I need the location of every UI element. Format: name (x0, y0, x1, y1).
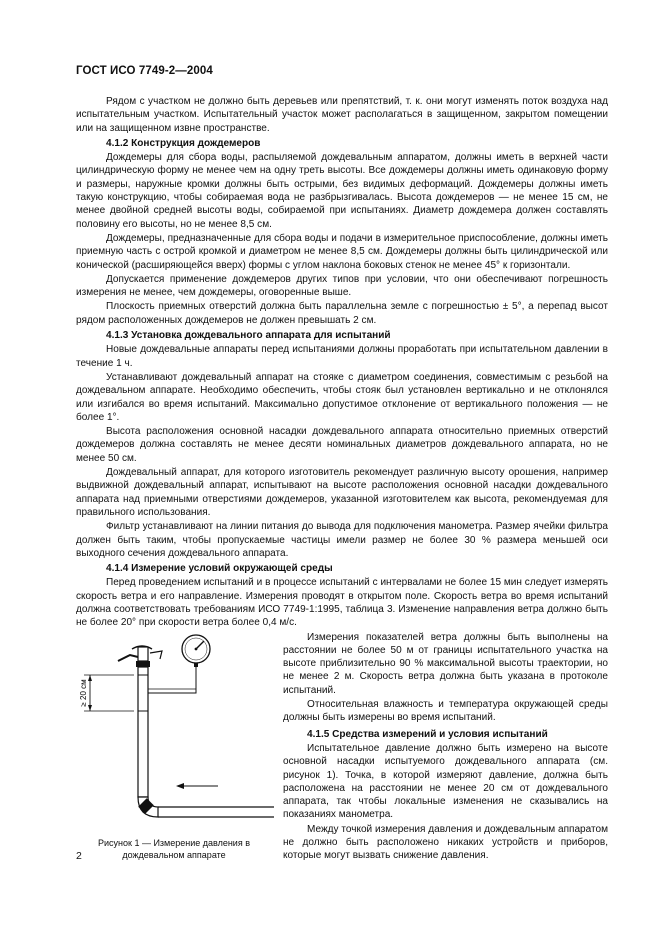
paragraph: Дождевальный аппарат, для которого изготовитель рекомендует различную высоту орошения, например выдвижной дождевальный аппарат, испытывают на высоте расположения основной насадки дождевального аппарата над приемными отверстиями дождемеров, указанной изготовителем как высота, рекомендуемая для правильного использования. (76, 467, 608, 518)
figure-caption-line: дождевальном аппарате (122, 849, 226, 860)
paragraph: Перед проведением испытаний и в процессе испытаний с интервалами не более 15 мин следует измерять скорость ветра и его направление. Измерения проводят в открытом поле. Скорость ветра во время испытаний должна соответствовать требованиям ИСО 7749-1:1995, таблица 3. Изменение направления ветра должно быть не более 20° при скорости ветра более 0,4 м/с. (76, 577, 608, 629)
right-column (283, 631, 608, 864)
paragraph: Между точкой измерения давления и дождевальным аппаратом не должно быть расположено никаких устройств и приборов, которые могут вызвать снижение давления. (283, 823, 608, 862)
paragraph: Высота расположения основной насадки дождевального аппарата относительно приемных отверстий дождемеров должна составлять не менее десяти номинальных диаметров дождевального аппарата, но не менее 50 см. (76, 426, 608, 464)
section-heading-4-1-4: 4.1.4 Измерение условий окружающей среды (106, 563, 333, 575)
section-heading-4-1-3: 4.1.3 Установка дождевального аппарата для испытаний (106, 330, 391, 342)
figure-caption (76, 837, 272, 861)
paragraph: Фильтр устанавливают на линии питания до вывода для подключения манометра. Размер ячейки фильтра должен быть таким, чтобы пропускаемые частицы имели размер не более 30 % размера меньшей оси выходного сечения дождевального аппарата. (76, 521, 608, 559)
paragraph: Испытательное давление должно быть измерено на высоте основной насадки испытуемого дождевального аппарата (см. рисунок 1). Точка, в которой измеряют давление, должна быть расположена на расстоянии не менее 20 см от дождевального аппарата, так чтобы локальные изменения не сказывались на показаниях манометра. (283, 742, 608, 821)
paragraph: Плоскость приемных отверстий должна быть параллельна земле с погрешностью ± 5°, а перепад высот рядом расположенных дождемеров не должен превышать 2 см. (76, 301, 608, 326)
dimension-label: ≥ 20 см (79, 678, 88, 707)
paragraph: Относительная влажность и температура окружающей среды должны быть измерены во время испытаний. (283, 699, 608, 724)
paragraph: Рядом с участком не должно быть деревьев или препятствий, т. к. они могут изменять поток воздуха над испытательным участком. Испытательный участок может располагаться в защищенном, закрытом помещении или на защищенном извне пространстве. (76, 96, 608, 134)
figure-caption-line: Рисунок 1 — Измерение давления в (98, 837, 250, 848)
section-heading-4-1-5: 4.1.5 Средства измерений и условия испытаний (307, 728, 548, 740)
paragraph: Дождемеры для сбора воды, распыляемой дождевальным аппаратом, должны иметь в верхней части цилиндрическую форму не менее чем на одну треть высоты. Все дождемеры должны иметь одинаковую форму и размеры, наружные кромки должны быть острыми, без видимых деформаций. Дождемеры должны иметь такую конструкцию, чтобы собираемая вода не разбрызгивалась. Высота дождемеров — не менее 15 см, не менее двойной средней высоты воды, собираемой при испытаниях. Диаметр дождемера должен составлять половину его высоты, но не менее 8,5 см. (76, 152, 608, 230)
figure-and-text-block (76, 631, 608, 873)
document-body (76, 95, 608, 873)
paragraph: Допускается применение дождемеров других типов при условии, что они обеспечивают погрешность измерения не менее, чем дождемеры, оговоренные выше. (76, 273, 608, 299)
paragraph: Дождемеры, предназначенные для сбора воды и подачи в измерительное приспособление, должны иметь приемную часть с острой кромкой и диаметром не менее 8,5 см. Дождемеры должны быть цилиндрической или конической (расширяющейся вверх) формы с углом наклона боковых стенок не менее 45° к горизонтали. (76, 232, 608, 271)
paragraph: Новые дождевальные аппараты перед испытаниями должны проработать при испытательном давлении в течение 1 ч. (76, 344, 608, 369)
pressure-measurement-figure (76, 631, 276, 821)
section-heading-4-1-2: 4.1.2 Конструкция дождемеров (106, 137, 261, 149)
paragraph: Устанавливают дождевальный аппарат на стояке с диаметром соединения, совместимым с резьбой на дождевальном аппарате. Необходимо обеспечить, чтобы стояк был установлен вертикально и не отклонялся или изгибался во время испытаний. Максимально допустимое отклонение от вертикального положения — не более 1°. (76, 371, 608, 423)
paragraph: Измерения показателей ветра должны быть выполнены на расстоянии не более 50 м от границы испытательного участка на высоте приблизительно 90 % максимальной высоты траектории, но не менее 2 м. Скорость ветра должна быть указана в протоколе испытаний. (283, 631, 608, 696)
document-header: ГОСТ ИСО 7749-2—2004 (76, 65, 213, 77)
page-number: 2 (76, 850, 82, 862)
